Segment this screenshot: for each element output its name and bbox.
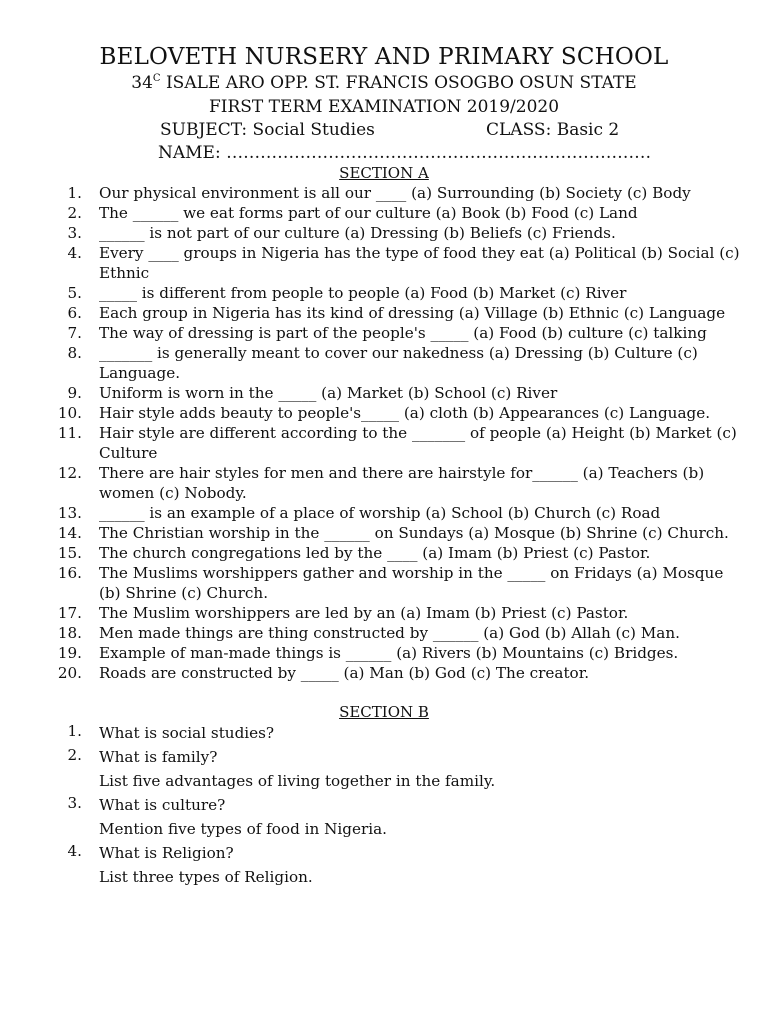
question-text: The Christian worship in the ______ on Sundays (a) Mosque (b) Shrine (c) Church. — [99, 524, 729, 542]
question-number: 20. — [57, 664, 82, 682]
question-text: The church congregations led by the ____ (a) Imam (b) Priest (c) Pastor. — [99, 544, 651, 562]
school-address — [0, 73, 768, 93]
question-number: 19. — [57, 644, 82, 662]
question-number: 15. — [57, 544, 82, 562]
question-text: _____ is different from people to people (a) Food (b) Market (c) River — [99, 284, 627, 302]
question-number: 16. — [57, 564, 82, 582]
question-text: What is social studies? — [99, 724, 275, 742]
school-name: BELOVETH NURSERY AND PRIMARY SCHOOL — [99, 44, 669, 70]
question-text: The way of dressing is part of the people's _____ (a) Food (b) culture (c) talking — [99, 324, 707, 342]
section-a-title: SECTION A — [339, 164, 429, 182]
question-item — [0, 563, 740, 603]
question-number: 13. — [57, 504, 82, 522]
question-item — [0, 543, 740, 563]
question-text: ______ is an example of a place of worship (a) School (b) Church (c) Road — [99, 504, 661, 522]
name-line: NAME: ………………………………………………………………… — [158, 143, 652, 163]
question-text: Hair style adds beauty to people's_____ (a) cloth (b) Appearances (c) Language. — [99, 404, 711, 422]
question-text: Our physical environment is all our ____ (a) Surrounding (b) Society (c) Body — [99, 184, 691, 202]
question-number: 14. — [57, 524, 82, 542]
question-item — [0, 463, 740, 503]
question-item — [0, 383, 740, 403]
question-text: Men made things are thing constructed by ______ (a) God (b) Allah (c) Man. — [99, 624, 680, 642]
question-item — [0, 243, 740, 283]
section-b-questions — [0, 722, 740, 890]
question-text: The ______ we eat forms part of our culture (a) Book (b) Food (c) Land — [99, 204, 638, 222]
question-item — [0, 403, 740, 423]
question-item — [0, 203, 740, 223]
question-number: 18. — [57, 624, 82, 642]
question-item — [0, 523, 740, 543]
question-item — [0, 323, 740, 343]
question-text: Example of man-made things is ______ (a) Rivers (b) Mountains (c) Bridges. — [99, 644, 679, 662]
question-item — [0, 303, 740, 323]
question-number: 4. — [67, 842, 82, 860]
question-text: Hair style are different according to the _______ of people (a) Height (b) Market (c) Culture — [99, 424, 737, 462]
question-number: 5. — [67, 284, 82, 302]
section-b-title: SECTION B — [339, 703, 429, 721]
question-number: 2. — [67, 204, 82, 222]
question-text: The Muslims worshippers gather and worship in the _____ on Fridays (a) Mosque (b) Shrine (c) Church. — [99, 564, 724, 602]
question-text: What is family? — [99, 748, 218, 766]
question-text: Uniform is worn in the _____ (a) Market (b) School (c) River — [99, 384, 558, 402]
question-text: The Muslim worshippers are led by an (a) Imam (b) Priest (c) Pastor. — [99, 604, 629, 622]
question-number: 3. — [67, 794, 82, 812]
address-text: ISALE ARO OPP. ST. FRANCIS OSOGBO OSUN STATE — [160, 73, 637, 93]
question-text: What is Religion? — [99, 844, 234, 862]
question-number: 3. — [67, 224, 82, 242]
address-superscript: C — [152, 73, 161, 84]
question-number: 2. — [67, 746, 82, 764]
question-number: 11. — [57, 424, 82, 442]
question-text: What is culture? — [99, 796, 226, 814]
question-number: 4. — [67, 244, 82, 262]
question-number: 7. — [67, 324, 82, 342]
question-item — [0, 283, 740, 303]
question-text: Each group in Nigeria has its kind of dressing (a) Village (b) Ethnic (c) Language — [99, 304, 726, 322]
question-item — [0, 223, 740, 243]
question-item — [0, 794, 740, 840]
question-item — [0, 183, 740, 203]
question-subtext: List five advantages of living together in the family. — [99, 772, 496, 790]
question-text: Every ____ groups in Nigeria has the type of food they eat (a) Political (b) Social (c) Ethnic — [99, 244, 740, 282]
class-label: CLASS: Basic 2 — [486, 120, 620, 140]
question-item — [0, 663, 740, 683]
question-number: 8. — [67, 344, 82, 362]
exam-title: FIRST TERM EXAMINATION 2019/2020 — [208, 97, 560, 117]
question-item — [0, 722, 740, 744]
question-subtext: List three types of Religion. — [99, 868, 313, 886]
question-item — [0, 503, 740, 523]
question-number: 9. — [67, 384, 82, 402]
question-item — [0, 842, 740, 888]
question-text: There are hair styles for men and there are hairstyle for______ (a) Teachers (b) women (c) Nobody. — [99, 464, 705, 502]
question-text: _______ is generally meant to cover our nakedness (a) Dressing (b) Culture (c) Language. — [99, 344, 698, 382]
question-number: 6. — [67, 304, 82, 322]
question-item — [0, 603, 740, 623]
question-number: 17. — [57, 604, 82, 622]
subject-label: SUBJECT: Social Studies — [160, 120, 375, 140]
section-a-questions — [0, 183, 740, 683]
question-item — [0, 643, 740, 663]
question-item — [0, 746, 740, 792]
question-item — [0, 623, 740, 643]
address-number: 34 — [131, 73, 153, 93]
question-number: 10. — [57, 404, 82, 422]
question-number: 1. — [67, 184, 82, 202]
question-number: 1. — [67, 722, 82, 740]
question-text: ______ is not part of our culture (a) Dressing (b) Beliefs (c) Friends. — [99, 224, 616, 242]
question-item — [0, 343, 740, 383]
question-number: 12. — [57, 464, 82, 482]
question-item — [0, 423, 740, 463]
question-subtext: Mention five types of food in Nigeria. — [99, 820, 387, 838]
question-text: Roads are constructed by _____ (a) Man (b) God (c) The creator. — [99, 664, 590, 682]
